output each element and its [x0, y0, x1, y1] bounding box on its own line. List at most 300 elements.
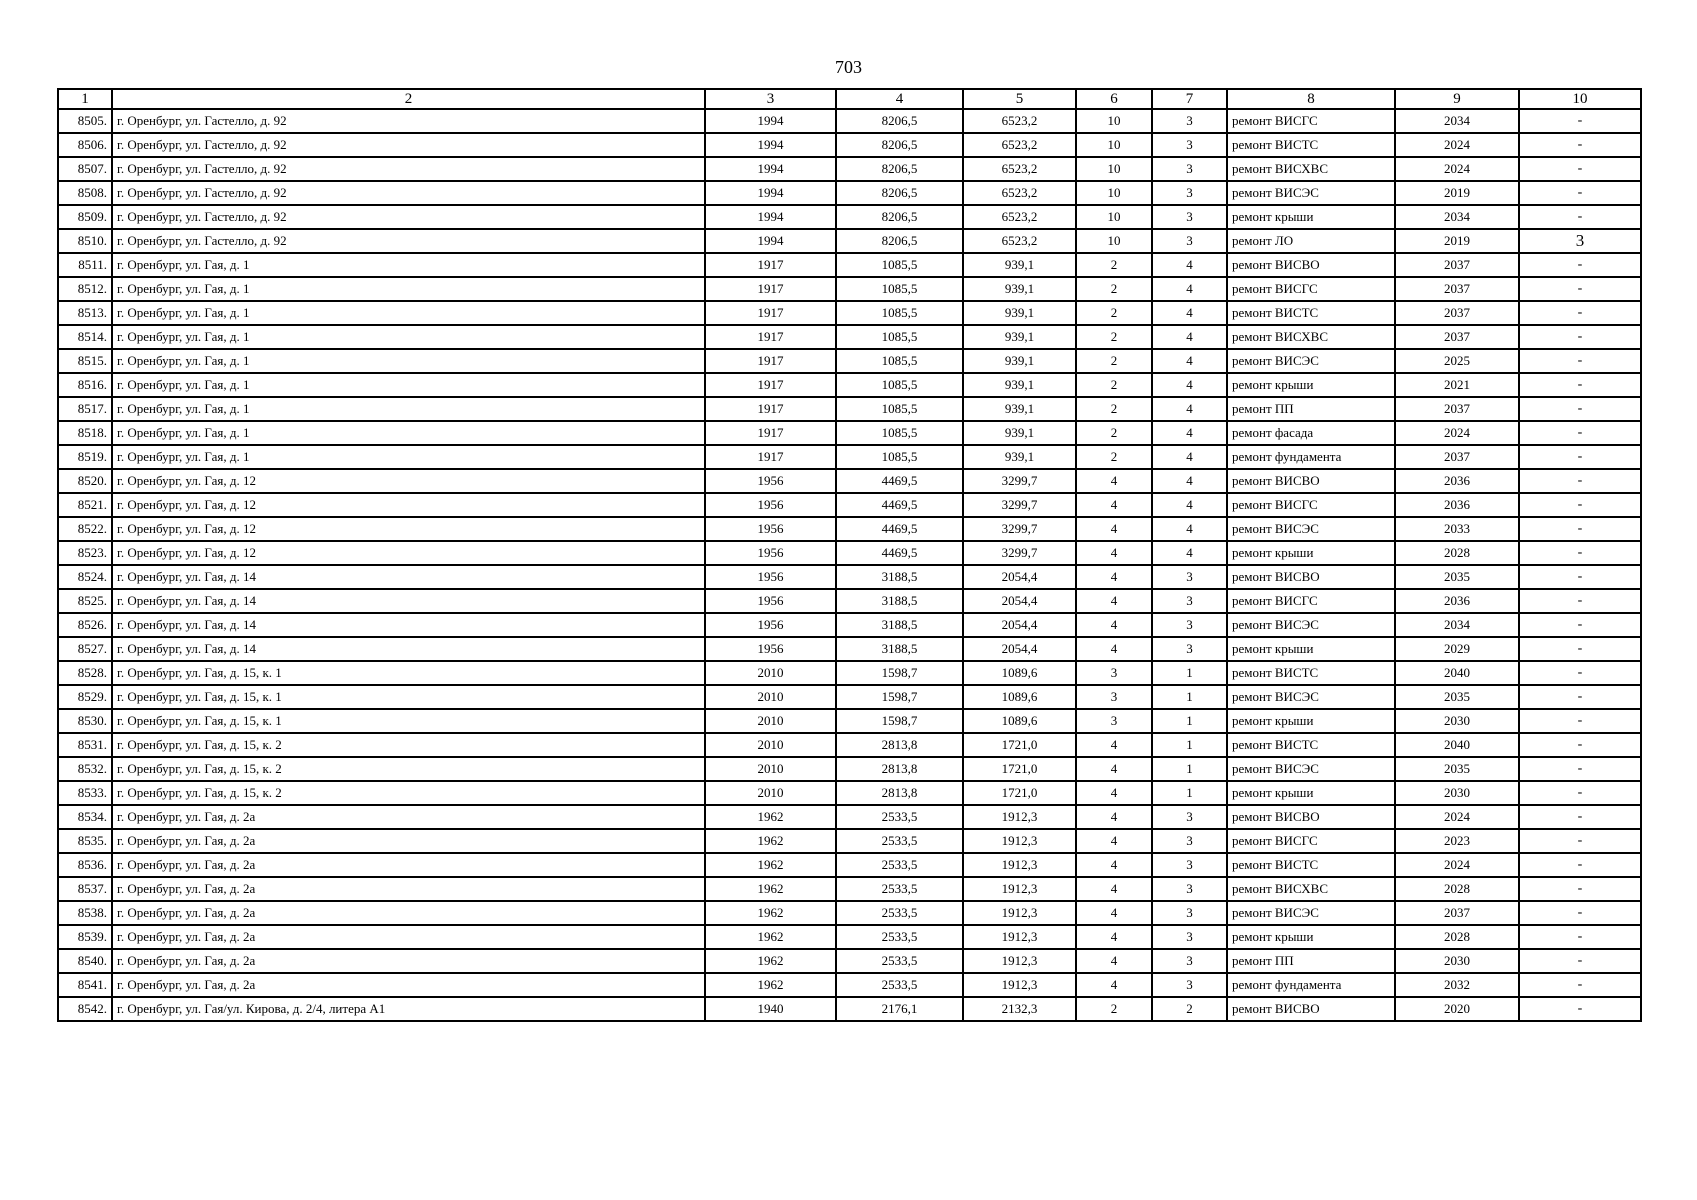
address-cell: г. Оренбург, ул. Гая, д. 15, к. 2: [112, 733, 705, 757]
floors-cell: 4: [1076, 613, 1152, 637]
work-type-cell: ремонт ВИСТС: [1227, 301, 1395, 325]
plan-year-cell: 2028: [1395, 541, 1519, 565]
total-area-cell: 2176,1: [836, 997, 963, 1021]
entrances-cell: 4: [1152, 373, 1227, 397]
row-number-cell: 8505.: [58, 109, 112, 133]
row-number-cell: 8527.: [58, 637, 112, 661]
table-row: [58, 301, 1641, 325]
note-cell: -: [1519, 853, 1641, 877]
plan-year-cell: 2019: [1395, 229, 1519, 253]
table-row: [58, 349, 1641, 373]
plan-year-cell: 2024: [1395, 853, 1519, 877]
plan-year-cell: 2024: [1395, 421, 1519, 445]
plan-year-cell: 2037: [1395, 445, 1519, 469]
entrances-cell: 4: [1152, 517, 1227, 541]
entrances-cell: 3: [1152, 565, 1227, 589]
living-area-cell: 1089,6: [963, 709, 1076, 733]
work-type-cell: ремонт ВИСЭС: [1227, 685, 1395, 709]
entrances-cell: 2: [1152, 997, 1227, 1021]
living-area-cell: 3299,7: [963, 469, 1076, 493]
floors-cell: 3: [1076, 685, 1152, 709]
plan-year-cell: 2037: [1395, 901, 1519, 925]
living-area-cell: 1912,3: [963, 805, 1076, 829]
total-area-cell: 8206,5: [836, 133, 963, 157]
year-cell: 2010: [705, 781, 836, 805]
living-area-cell: 6523,2: [963, 109, 1076, 133]
living-area-cell: 6523,2: [963, 157, 1076, 181]
plan-year-cell: 2028: [1395, 877, 1519, 901]
year-cell: 1994: [705, 205, 836, 229]
row-number-cell: 8526.: [58, 613, 112, 637]
work-type-cell: ремонт ВИСВО: [1227, 565, 1395, 589]
table-row: [58, 205, 1641, 229]
row-number-cell: 8529.: [58, 685, 112, 709]
plan-year-cell: 2036: [1395, 469, 1519, 493]
year-cell: 1962: [705, 829, 836, 853]
living-area-cell: 6523,2: [963, 181, 1076, 205]
address-cell: г. Оренбург, ул. Гая, д. 1: [112, 397, 705, 421]
entrances-cell: 4: [1152, 253, 1227, 277]
living-area-cell: 939,1: [963, 301, 1076, 325]
year-cell: 2010: [705, 709, 836, 733]
address-cell: г. Оренбург, ул. Гая, д. 2а: [112, 973, 705, 997]
table-row: [58, 589, 1641, 613]
address-cell: г. Оренбург, ул. Гастелло, д. 92: [112, 205, 705, 229]
table-row: [58, 829, 1641, 853]
work-type-cell: ремонт ЛО: [1227, 229, 1395, 253]
note-cell: -: [1519, 373, 1641, 397]
note-cell: -: [1519, 205, 1641, 229]
year-cell: 1917: [705, 421, 836, 445]
floors-cell: 2: [1076, 445, 1152, 469]
total-area-cell: 2533,5: [836, 901, 963, 925]
living-area-cell: 939,1: [963, 253, 1076, 277]
living-area-cell: 1721,0: [963, 757, 1076, 781]
total-area-cell: 8206,5: [836, 229, 963, 253]
plan-year-cell: 2025: [1395, 349, 1519, 373]
table-row: [58, 781, 1641, 805]
living-area-cell: 1721,0: [963, 781, 1076, 805]
work-type-cell: ремонт ПП: [1227, 397, 1395, 421]
note-cell: -: [1519, 685, 1641, 709]
entrances-cell: 3: [1152, 973, 1227, 997]
plan-year-cell: 2037: [1395, 277, 1519, 301]
column-header: 2: [112, 89, 705, 109]
note-cell: -: [1519, 781, 1641, 805]
total-area-cell: 8206,5: [836, 205, 963, 229]
column-header: 8: [1227, 89, 1395, 109]
floors-cell: 4: [1076, 757, 1152, 781]
work-type-cell: ремонт ВИСЭС: [1227, 349, 1395, 373]
plan-year-cell: 2040: [1395, 733, 1519, 757]
floors-cell: 4: [1076, 949, 1152, 973]
address-cell: г. Оренбург, ул. Гая, д. 12: [112, 493, 705, 517]
floors-cell: 10: [1076, 229, 1152, 253]
living-area-cell: 3299,7: [963, 541, 1076, 565]
row-number-cell: 8514.: [58, 325, 112, 349]
total-area-cell: 2813,8: [836, 757, 963, 781]
work-type-cell: ремонт ВИСТС: [1227, 733, 1395, 757]
year-cell: 2010: [705, 757, 836, 781]
total-area-cell: 1085,5: [836, 349, 963, 373]
table-row: [58, 541, 1641, 565]
table-row: [58, 949, 1641, 973]
address-cell: г. Оренбург, ул. Гастелло, д. 92: [112, 109, 705, 133]
work-type-cell: ремонт фундамента: [1227, 973, 1395, 997]
living-area-cell: 2054,4: [963, 637, 1076, 661]
living-area-cell: 2054,4: [963, 565, 1076, 589]
address-cell: г. Оренбург, ул. Гастелло, д. 92: [112, 157, 705, 181]
entrances-cell: 4: [1152, 541, 1227, 565]
work-type-cell: ремонт ВИСВО: [1227, 805, 1395, 829]
row-number-cell: 8522.: [58, 517, 112, 541]
living-area-cell: 1912,3: [963, 877, 1076, 901]
address-cell: г. Оренбург, ул. Гая, д. 2а: [112, 949, 705, 973]
total-area-cell: 1085,5: [836, 325, 963, 349]
table-row: [58, 901, 1641, 925]
note-cell: -: [1519, 469, 1641, 493]
address-cell: г. Оренбург, ул. Гастелло, д. 92: [112, 181, 705, 205]
total-area-cell: 2533,5: [836, 949, 963, 973]
entrances-cell: 1: [1152, 685, 1227, 709]
entrances-cell: 3: [1152, 853, 1227, 877]
year-cell: 1994: [705, 181, 836, 205]
table-row: [58, 253, 1641, 277]
row-number-cell: 8508.: [58, 181, 112, 205]
plan-year-cell: 2024: [1395, 805, 1519, 829]
work-type-cell: ремонт ПП: [1227, 949, 1395, 973]
address-cell: г. Оренбург, ул. Гая, д. 2а: [112, 853, 705, 877]
work-type-cell: ремонт ВИСХВС: [1227, 325, 1395, 349]
floors-cell: 4: [1076, 541, 1152, 565]
note-cell: -: [1519, 181, 1641, 205]
address-cell: г. Оренбург, ул. Гая, д. 15, к. 1: [112, 709, 705, 733]
row-number-cell: 8537.: [58, 877, 112, 901]
plan-year-cell: 2030: [1395, 709, 1519, 733]
year-cell: 1962: [705, 973, 836, 997]
address-cell: г. Оренбург, ул. Гая, д. 12: [112, 517, 705, 541]
total-area-cell: 1085,5: [836, 445, 963, 469]
year-cell: 1940: [705, 997, 836, 1021]
living-area-cell: 1089,6: [963, 685, 1076, 709]
plan-year-cell: 2034: [1395, 109, 1519, 133]
table-row: [58, 157, 1641, 181]
total-area-cell: 8206,5: [836, 109, 963, 133]
entrances-cell: 1: [1152, 709, 1227, 733]
note-cell: -: [1519, 133, 1641, 157]
total-area-cell: 3188,5: [836, 637, 963, 661]
plan-year-cell: 2030: [1395, 949, 1519, 973]
total-area-cell: 2813,8: [836, 733, 963, 757]
work-type-cell: ремонт крыши: [1227, 373, 1395, 397]
total-area-cell: 1598,7: [836, 709, 963, 733]
row-number-cell: 8539.: [58, 925, 112, 949]
floors-cell: 4: [1076, 589, 1152, 613]
plan-year-cell: 2034: [1395, 205, 1519, 229]
year-cell: 1917: [705, 397, 836, 421]
note-cell: -: [1519, 733, 1641, 757]
floors-cell: 4: [1076, 517, 1152, 541]
address-cell: г. Оренбург, ул. Гая, д. 2а: [112, 829, 705, 853]
note-cell: -: [1519, 901, 1641, 925]
plan-year-cell: 2024: [1395, 157, 1519, 181]
address-cell: г. Оренбург, ул. Гая, д. 2а: [112, 805, 705, 829]
repair-schedule-table: [57, 88, 1642, 1022]
year-cell: 1956: [705, 589, 836, 613]
work-type-cell: ремонт ВИСХВС: [1227, 877, 1395, 901]
living-area-cell: 2054,4: [963, 589, 1076, 613]
column-header: 3: [705, 89, 836, 109]
work-type-cell: ремонт ВИСВО: [1227, 469, 1395, 493]
year-cell: 1994: [705, 229, 836, 253]
work-type-cell: ремонт ВИСВО: [1227, 997, 1395, 1021]
row-number-cell: 8515.: [58, 349, 112, 373]
note-cell: -: [1519, 301, 1641, 325]
table-row: [58, 997, 1641, 1021]
note-cell: -: [1519, 517, 1641, 541]
entrances-cell: 3: [1152, 829, 1227, 853]
plan-year-cell: 2035: [1395, 565, 1519, 589]
floors-cell: 4: [1076, 901, 1152, 925]
entrances-cell: 4: [1152, 469, 1227, 493]
year-cell: 1956: [705, 613, 836, 637]
address-cell: г. Оренбург, ул. Гастелло, д. 92: [112, 133, 705, 157]
floors-cell: 2: [1076, 997, 1152, 1021]
total-area-cell: 2533,5: [836, 829, 963, 853]
plan-year-cell: 2021: [1395, 373, 1519, 397]
year-cell: 1956: [705, 541, 836, 565]
floors-cell: 4: [1076, 853, 1152, 877]
work-type-cell: ремонт крыши: [1227, 925, 1395, 949]
table-row: [58, 397, 1641, 421]
plan-year-cell: 2035: [1395, 685, 1519, 709]
table-row: [58, 709, 1641, 733]
total-area-cell: 1085,5: [836, 301, 963, 325]
table-row: [58, 373, 1641, 397]
row-number-cell: 8524.: [58, 565, 112, 589]
row-number-cell: 8518.: [58, 421, 112, 445]
address-cell: г. Оренбург, ул. Гая/ул. Кирова, д. 2/4, литера А1: [112, 997, 705, 1021]
row-number-cell: 8530.: [58, 709, 112, 733]
entrances-cell: 3: [1152, 949, 1227, 973]
work-type-cell: ремонт ВИСВО: [1227, 253, 1395, 277]
work-type-cell: ремонт ВИСЭС: [1227, 613, 1395, 637]
floors-cell: 3: [1076, 661, 1152, 685]
entrances-cell: 3: [1152, 613, 1227, 637]
total-area-cell: 8206,5: [836, 181, 963, 205]
note-cell: -: [1519, 709, 1641, 733]
header-row: [58, 89, 1641, 109]
living-area-cell: 1912,3: [963, 829, 1076, 853]
floors-cell: 10: [1076, 157, 1152, 181]
address-cell: г. Оренбург, ул. Гая, д. 14: [112, 565, 705, 589]
work-type-cell: ремонт фасада: [1227, 421, 1395, 445]
entrances-cell: 3: [1152, 157, 1227, 181]
entrances-cell: 4: [1152, 493, 1227, 517]
total-area-cell: 3188,5: [836, 613, 963, 637]
total-area-cell: 1085,5: [836, 277, 963, 301]
table-row: [58, 613, 1641, 637]
address-cell: г. Оренбург, ул. Гая, д. 1: [112, 445, 705, 469]
work-type-cell: ремонт ВИСТС: [1227, 661, 1395, 685]
row-number-cell: 8525.: [58, 589, 112, 613]
plan-year-cell: 2034: [1395, 613, 1519, 637]
entrances-cell: 1: [1152, 661, 1227, 685]
living-area-cell: 3299,7: [963, 493, 1076, 517]
total-area-cell: 2533,5: [836, 853, 963, 877]
total-area-cell: 2813,8: [836, 781, 963, 805]
address-cell: г. Оренбург, ул. Гая, д. 14: [112, 637, 705, 661]
floors-cell: 2: [1076, 349, 1152, 373]
work-type-cell: ремонт ВИСГС: [1227, 277, 1395, 301]
plan-year-cell: 2036: [1395, 493, 1519, 517]
table-row: [58, 805, 1641, 829]
row-number-cell: 8538.: [58, 901, 112, 925]
year-cell: 1917: [705, 349, 836, 373]
work-type-cell: ремонт ВИСЭС: [1227, 181, 1395, 205]
note-cell: -: [1519, 325, 1641, 349]
floors-cell: 4: [1076, 829, 1152, 853]
floors-cell: 4: [1076, 637, 1152, 661]
plan-year-cell: 2032: [1395, 973, 1519, 997]
note-cell: -: [1519, 157, 1641, 181]
year-cell: 1994: [705, 133, 836, 157]
table-row: [58, 109, 1641, 133]
total-area-cell: 4469,5: [836, 517, 963, 541]
table-row: [58, 229, 1641, 253]
living-area-cell: 1912,3: [963, 925, 1076, 949]
entrances-cell: 3: [1152, 205, 1227, 229]
work-type-cell: ремонт ВИСЭС: [1227, 517, 1395, 541]
floors-cell: 4: [1076, 877, 1152, 901]
living-area-cell: 1089,6: [963, 661, 1076, 685]
living-area-cell: 1912,3: [963, 901, 1076, 925]
year-cell: 2010: [705, 685, 836, 709]
row-number-cell: 8528.: [58, 661, 112, 685]
entrances-cell: 4: [1152, 349, 1227, 373]
floors-cell: 10: [1076, 133, 1152, 157]
row-number-cell: 8532.: [58, 757, 112, 781]
floors-cell: 4: [1076, 805, 1152, 829]
year-cell: 1917: [705, 301, 836, 325]
plan-year-cell: 2036: [1395, 589, 1519, 613]
plan-year-cell: 2019: [1395, 181, 1519, 205]
note-cell: -: [1519, 613, 1641, 637]
plan-year-cell: 2037: [1395, 253, 1519, 277]
total-area-cell: 2533,5: [836, 925, 963, 949]
year-cell: 1917: [705, 445, 836, 469]
total-area-cell: 2533,5: [836, 805, 963, 829]
living-area-cell: 939,1: [963, 397, 1076, 421]
year-cell: 1962: [705, 853, 836, 877]
floors-cell: 4: [1076, 733, 1152, 757]
total-area-cell: 1598,7: [836, 661, 963, 685]
living-area-cell: 3299,7: [963, 517, 1076, 541]
entrances-cell: 4: [1152, 325, 1227, 349]
year-cell: 1917: [705, 325, 836, 349]
table-header: [58, 89, 1641, 109]
table-row: [58, 733, 1641, 757]
row-number-cell: 8519.: [58, 445, 112, 469]
living-area-cell: 1912,3: [963, 973, 1076, 997]
living-area-cell: 2132,3: [963, 997, 1076, 1021]
floors-cell: 3: [1076, 709, 1152, 733]
total-area-cell: 8206,5: [836, 157, 963, 181]
note-cell: -: [1519, 109, 1641, 133]
living-area-cell: 6523,2: [963, 229, 1076, 253]
table-row: [58, 181, 1641, 205]
floors-cell: 2: [1076, 253, 1152, 277]
living-area-cell: 1721,0: [963, 733, 1076, 757]
row-number-cell: 8509.: [58, 205, 112, 229]
living-area-cell: 6523,2: [963, 205, 1076, 229]
work-type-cell: ремонт ВИСЭС: [1227, 757, 1395, 781]
living-area-cell: 939,1: [963, 445, 1076, 469]
plan-year-cell: 2024: [1395, 133, 1519, 157]
row-number-cell: 8507.: [58, 157, 112, 181]
work-type-cell: ремонт крыши: [1227, 781, 1395, 805]
work-type-cell: ремонт ВИСХВС: [1227, 157, 1395, 181]
note-cell: 3: [1519, 229, 1641, 253]
column-header: 4: [836, 89, 963, 109]
total-area-cell: 4469,5: [836, 541, 963, 565]
note-cell: -: [1519, 925, 1641, 949]
table-row: [58, 493, 1641, 517]
work-type-cell: ремонт крыши: [1227, 541, 1395, 565]
table-row: [58, 637, 1641, 661]
plan-year-cell: 2029: [1395, 637, 1519, 661]
plan-year-cell: 2035: [1395, 757, 1519, 781]
floors-cell: 2: [1076, 301, 1152, 325]
row-number-cell: 8516.: [58, 373, 112, 397]
year-cell: 1962: [705, 901, 836, 925]
note-cell: -: [1519, 829, 1641, 853]
living-area-cell: 1912,3: [963, 853, 1076, 877]
note-cell: -: [1519, 589, 1641, 613]
column-header: 10: [1519, 89, 1641, 109]
total-area-cell: 3188,5: [836, 565, 963, 589]
work-type-cell: ремонт фундамента: [1227, 445, 1395, 469]
work-type-cell: ремонт крыши: [1227, 709, 1395, 733]
plan-year-cell: 2023: [1395, 829, 1519, 853]
entrances-cell: 4: [1152, 397, 1227, 421]
year-cell: 1962: [705, 949, 836, 973]
table-row: [58, 277, 1641, 301]
total-area-cell: 4469,5: [836, 469, 963, 493]
row-number-cell: 8536.: [58, 853, 112, 877]
row-number-cell: 8541.: [58, 973, 112, 997]
address-cell: г. Оренбург, ул. Гая, д. 1: [112, 253, 705, 277]
entrances-cell: 1: [1152, 757, 1227, 781]
entrances-cell: 3: [1152, 637, 1227, 661]
total-area-cell: 1085,5: [836, 253, 963, 277]
column-header: 9: [1395, 89, 1519, 109]
row-number-cell: 8512.: [58, 277, 112, 301]
row-number-cell: 8517.: [58, 397, 112, 421]
year-cell: 1956: [705, 493, 836, 517]
row-number-cell: 8511.: [58, 253, 112, 277]
address-cell: г. Оренбург, ул. Гая, д. 15, к. 2: [112, 781, 705, 805]
address-cell: г. Оренбург, ул. Гая, д. 14: [112, 589, 705, 613]
address-cell: г. Оренбург, ул. Гая, д. 1: [112, 349, 705, 373]
entrances-cell: 4: [1152, 301, 1227, 325]
living-area-cell: 1912,3: [963, 949, 1076, 973]
column-header: 5: [963, 89, 1076, 109]
entrances-cell: 1: [1152, 781, 1227, 805]
table-row: [58, 853, 1641, 877]
work-type-cell: ремонт крыши: [1227, 205, 1395, 229]
floors-cell: 4: [1076, 973, 1152, 997]
